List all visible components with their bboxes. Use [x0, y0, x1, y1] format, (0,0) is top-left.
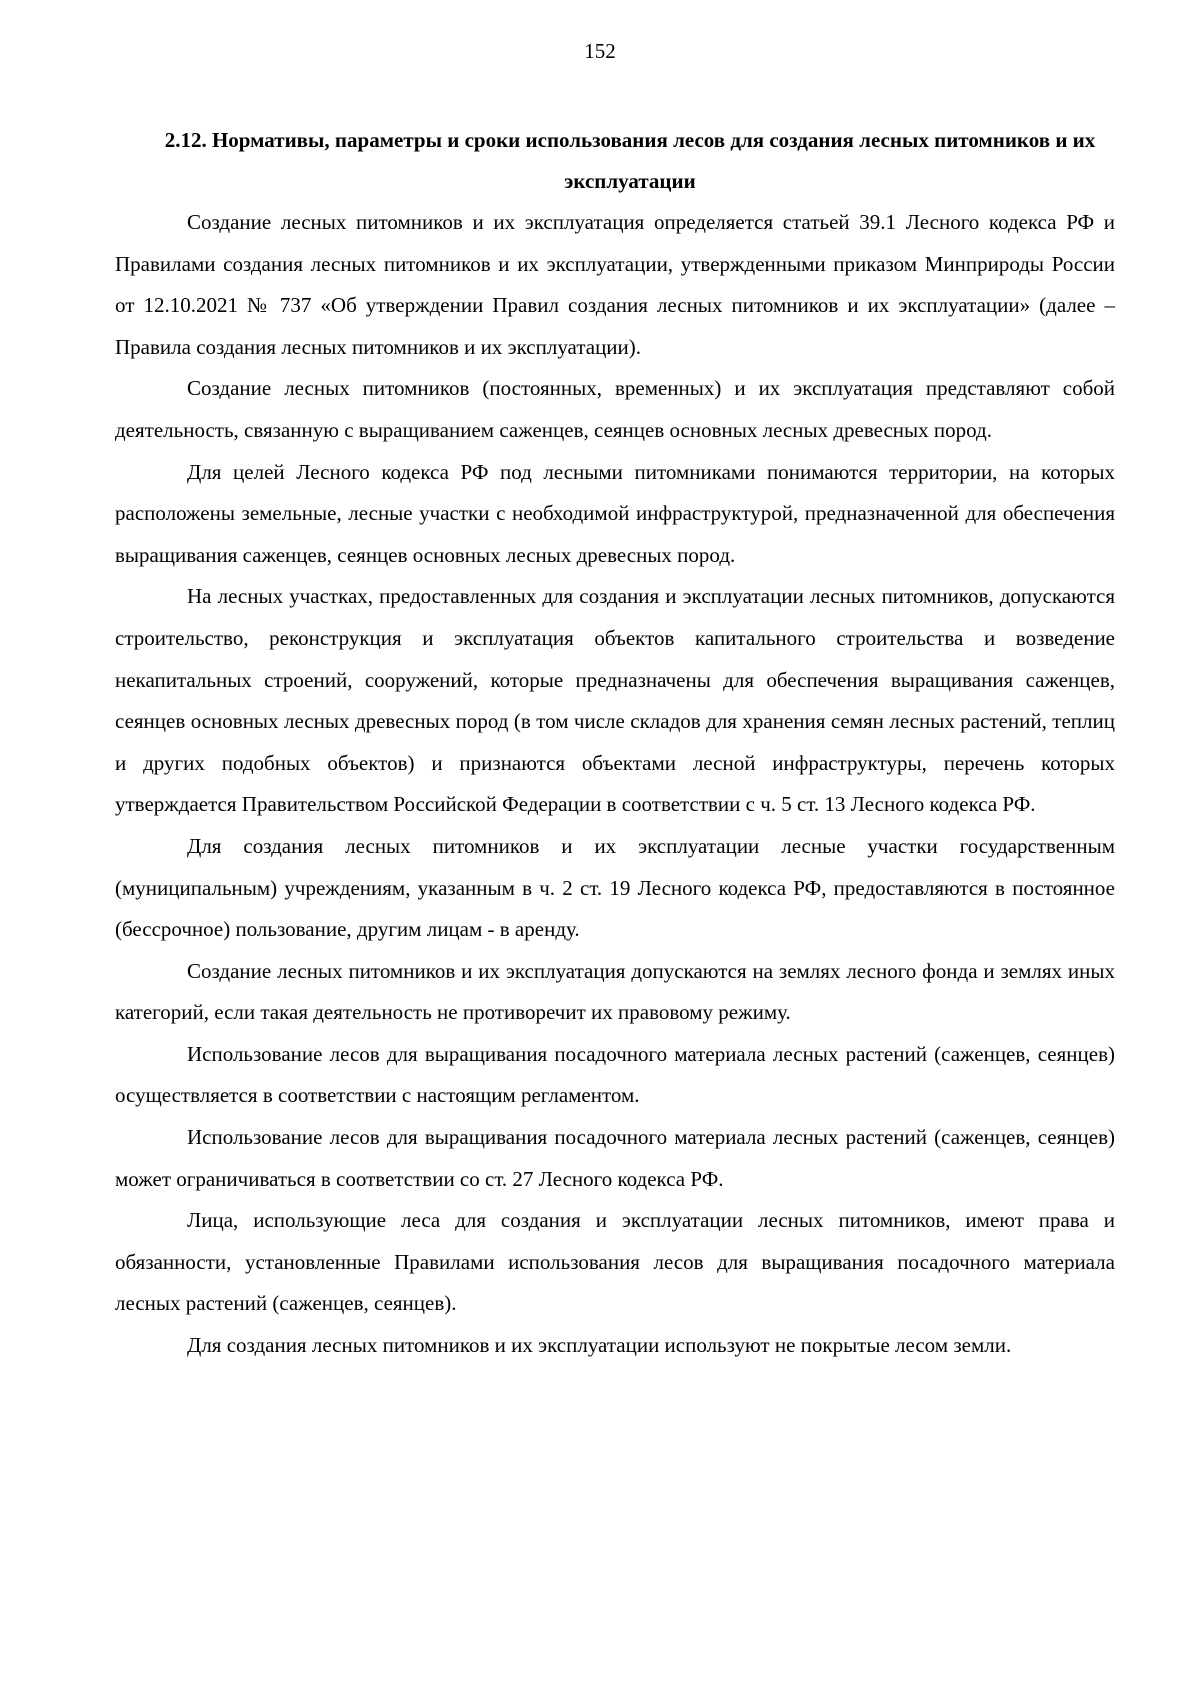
paragraph: Использование лесов для выращивания посадочного материала лесных растений (саженцев, сеянцев) осуществляется в соответствии с настоящим регламентом. [115, 1041, 1115, 1108]
paragraph: Для целей Лесного кодекса РФ под лесными питомниками понимаются территории, на которых расположены земельные, лесные участки с необходимой инфраструктурой, предназначенной для обеспечения выращивания саженцев, сеянцев основных лесных древесных пород. [115, 459, 1115, 567]
paragraph: Для создания лесных питомников и их эксплуатации используют не покрытые лесом земли. [187, 1333, 1012, 1358]
paragraph: Создание лесных питомников и их эксплуатация допускаются на землях лесного фонда и землях иных категорий, если такая деятельность не противоречит их правовому режиму. [115, 958, 1115, 1025]
paragraph: Создание лесных питомников (постоянных, временных) и их эксплуатация представляют собой деятельность, связанную с выращиванием саженцев, сеянцев основных лесных древесных пород. [115, 376, 1115, 442]
document-body [115, 202, 1115, 1367]
paragraph: Для создания лесных питомников и их эксплуатации лесные участки государственным (муниципальным) учреждениям, указанным в ч. 2 ст. 19 Лесного кодекса РФ, предоставляются в постоянное (бессрочное) пользование, другим лицам - в аренду. [115, 833, 1115, 942]
section-title: 2.12. Нормативы, параметры и сроки использования лесов для создания лесных питомников и их эксплуатации [164, 128, 1096, 193]
paragraph: Лица, использующие леса для создания и эксплуатации лесных питомников, имеют права и обязанности, установленные Правилами использования лесов для выращивания посадочного материала лесных растений (саженцев, сеянцев). [115, 1208, 1115, 1316]
paragraph: На лесных участках, предоставленных для создания и эксплуатации лесных питомников, допускаются строительство, реконструкция и эксплуатация объектов капитального строительства и возведение некапитальных строений, сооружений, которые предназначены для обеспечения выращивания саженцев, сеянцев основных лесных древесных пород (в том числе складов для хранения семян лесных растений, теплиц и других подобных объектов) и признаются объектами лесной инфраструктуры, перечень которых утверждается Правительством Российской Федерации в соответствии с ч. 5 ст. 13 Лесного кодекса РФ. [115, 584, 1115, 817]
paragraph: Использование лесов для выращивания посадочного материала лесных растений (саженцев, сеянцев) может ограничиваться в соответствии со ст. 27 Лесного кодекса РФ. [115, 1125, 1115, 1191]
paragraph: Создание лесных питомников и их эксплуатация определяется статьей 39.1 Лесного кодекса РФ и Правилами создания лесных питомников и их эксплуатации, утвержденными приказом Минприроды России от 12.10.2021 № 737 «Об утверждении Правил создания лесных питомников и их эксплуатации» (далее – Правила создания лесных питомников и их эксплуатации). [115, 210, 1115, 359]
page-number: 152 [584, 39, 616, 63]
